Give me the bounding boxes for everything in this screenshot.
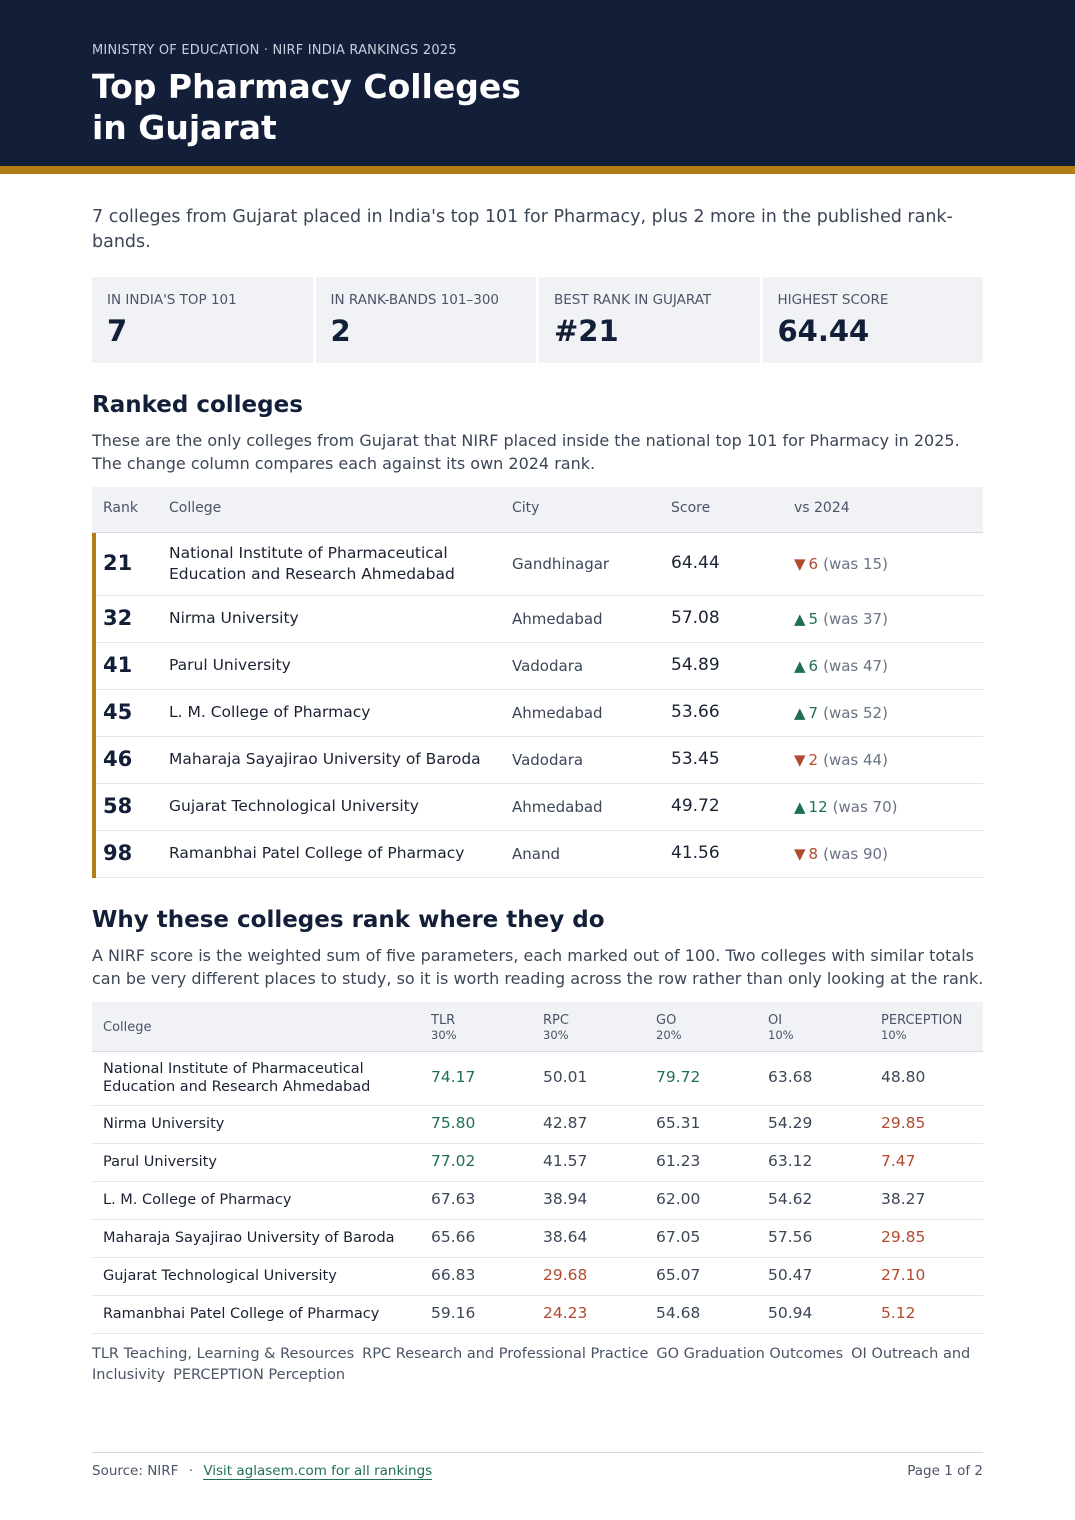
ranked-table-body <box>92 533 983 878</box>
param-name: PERCEPTION <box>881 1013 963 1028</box>
col-rank: Rank <box>103 500 138 516</box>
arrow-up-icon: ▲ <box>794 703 806 722</box>
table-row <box>92 1258 983 1296</box>
stat-value: 2 <box>330 314 351 348</box>
city-name: Anand <box>512 844 560 863</box>
table-row <box>92 1182 983 1220</box>
param-score: 38.64 <box>543 1228 588 1246</box>
table-row <box>92 1106 983 1144</box>
arrow-down-icon: ▼ <box>794 750 806 769</box>
rank-value: 46 <box>103 746 133 771</box>
col-go <box>656 1013 682 1043</box>
param-score: 66.83 <box>431 1266 476 1284</box>
param-score: 29.68 <box>543 1266 588 1284</box>
intro-text: 7 colleges from Gujarat placed in India's top 101 for Pharmacy, plus 2 more in the published rank-bands. <box>92 207 953 252</box>
param-score: 54.68 <box>656 1304 701 1322</box>
city-name: Ahmedabad <box>512 797 603 816</box>
previous-rank: (was 37) <box>823 609 888 628</box>
college-name: L. M. College of Pharmacy <box>103 1192 292 1208</box>
param-score: 7.47 <box>881 1152 916 1170</box>
college-name: Parul University <box>169 656 291 674</box>
col-rpc <box>543 1013 569 1043</box>
stat-value: 64.44 <box>777 314 870 348</box>
stat-label: IN RANK-BANDS 101–300 <box>330 292 499 308</box>
param-score: 29.85 <box>881 1114 926 1132</box>
param-score: 62.00 <box>656 1190 701 1208</box>
param-score: 50.94 <box>768 1304 813 1322</box>
page-number: Page 1 of 2 <box>907 1463 983 1479</box>
stat-rank-bands <box>316 277 537 363</box>
stat-highest-score <box>763 277 984 363</box>
college-name: National Institute of Pharmaceutical Education and Research Ahmedabad <box>169 543 455 583</box>
header-kicker: MINISTRY OF EDUCATION · NIRF INDIA RANKINGS 2025 <box>92 43 457 58</box>
rank-change <box>794 704 888 722</box>
college-name: Ramanbhai Patel College of Pharmacy <box>169 844 465 862</box>
legend-item: OI Outreach and Inclusivity <box>92 1346 971 1383</box>
legend-item: RPC Research and Professional Practice <box>362 1346 649 1362</box>
param-score: 42.87 <box>543 1114 588 1132</box>
aglasem-link[interactable]: Visit aglasem.com for all rankings <box>203 1463 433 1479</box>
param-name: TLR <box>431 1013 456 1028</box>
param-weight: 30% <box>431 1028 457 1042</box>
stat-value: 7 <box>107 314 128 348</box>
score-value: 49.72 <box>671 795 720 816</box>
college-name: Gujarat Technological University <box>169 797 419 815</box>
param-weight: 30% <box>543 1028 569 1042</box>
param-score: 77.02 <box>431 1152 476 1170</box>
score-value: 64.44 <box>671 552 720 573</box>
previous-rank: (was 90) <box>823 844 888 863</box>
ranked-table-header <box>92 487 983 533</box>
city-name: Ahmedabad <box>512 609 603 628</box>
college-name: L. M. College of Pharmacy <box>169 703 371 721</box>
score-value: 54.89 <box>671 654 720 675</box>
table-row <box>96 643 983 690</box>
change-delta: 2 <box>808 750 819 769</box>
rank-change <box>794 610 888 628</box>
param-name: RPC <box>543 1013 569 1028</box>
title-line-1: Top Pharmacy Colleges <box>92 67 521 106</box>
param-score: 54.62 <box>768 1190 813 1208</box>
arrow-down-icon: ▼ <box>794 554 806 573</box>
change-delta: 6 <box>808 554 819 573</box>
param-name: OI <box>768 1013 783 1028</box>
rank-change <box>794 657 888 675</box>
stat-label: IN INDIA'S TOP 101 <box>107 292 237 308</box>
rank-change <box>794 798 897 816</box>
param-score: 63.68 <box>768 1068 813 1086</box>
change-delta: 7 <box>808 703 819 722</box>
ranked-table <box>92 487 983 878</box>
stat-value: #21 <box>554 314 619 348</box>
param-weight: 10% <box>768 1028 794 1042</box>
params-table-body <box>92 1052 983 1334</box>
city-name: Vadodara <box>512 750 584 769</box>
param-name: GO <box>656 1013 677 1028</box>
table-row <box>92 1296 983 1334</box>
param-score: 75.80 <box>431 1114 476 1132</box>
city-name: Vadodara <box>512 656 584 675</box>
page-header <box>0 0 1075 166</box>
table-row <box>96 690 983 737</box>
param-score: 57.56 <box>768 1228 813 1246</box>
college-name: Ramanbhai Patel College of Pharmacy <box>103 1306 380 1322</box>
param-score: 50.47 <box>768 1266 813 1284</box>
table-row <box>92 1220 983 1258</box>
param-score: 65.07 <box>656 1266 701 1284</box>
title-line-2: in Gujarat <box>92 108 277 147</box>
college-name: Parul University <box>103 1154 217 1170</box>
header-accent-bar <box>0 166 1075 174</box>
legend-item: TLR Teaching, Learning & Resources <box>92 1346 355 1362</box>
param-score: 74.17 <box>431 1068 476 1086</box>
param-score: 29.85 <box>881 1228 926 1246</box>
stat-label: BEST RANK IN GUJARAT <box>554 292 712 308</box>
score-value: 53.45 <box>671 748 720 769</box>
table-row <box>96 596 983 643</box>
params-legend <box>92 1344 984 1386</box>
rank-value: 21 <box>103 550 133 575</box>
score-value: 41.56 <box>671 842 720 863</box>
previous-rank: (was 52) <box>823 703 888 722</box>
col-city: City <box>512 500 540 516</box>
param-score: 59.16 <box>431 1304 476 1322</box>
score-value: 53.66 <box>671 701 720 722</box>
param-weight: 20% <box>656 1028 682 1042</box>
col-oi <box>768 1013 794 1043</box>
param-score: 38.94 <box>543 1190 588 1208</box>
param-score: 63.12 <box>768 1152 813 1170</box>
params-table-header <box>92 1002 983 1052</box>
table-row <box>92 1144 983 1182</box>
previous-rank: (was 15) <box>823 554 888 573</box>
param-score: 27.10 <box>881 1266 926 1284</box>
param-score: 48.80 <box>881 1068 926 1086</box>
legend-item: GO Graduation Outcomes <box>656 1346 844 1362</box>
col-score: Score <box>671 500 711 516</box>
college-name: Nirma University <box>169 609 299 627</box>
footer-divider <box>92 1452 983 1453</box>
ranked-description: These are the only colleges from Gujarat that NIRF placed inside the national top 101 for Pharmacy in 2025. The change column compares each against its own 2024 rank. <box>92 431 960 473</box>
rank-value: 45 <box>103 699 133 724</box>
college-name: National Institute of Pharmaceutical Education and Research Ahmedabad <box>103 1061 371 1095</box>
params-description: A NIRF score is the weighted sum of five parameters, each marked out of 100. Two colleges with similar totals can be very different places to study, so it is worth reading across the row rather than only looking at the rank. <box>92 946 984 988</box>
params-heading: Why these colleges rank where they do <box>92 907 605 933</box>
college-name: Nirma University <box>103 1116 225 1132</box>
col-college: College <box>169 500 222 516</box>
param-score: 54.29 <box>768 1114 813 1132</box>
previous-rank: (was 70) <box>832 797 898 816</box>
param-score: 67.63 <box>431 1190 476 1208</box>
rank-change <box>794 751 888 769</box>
table-row <box>96 831 983 878</box>
change-delta: 5 <box>808 609 819 628</box>
change-delta: 8 <box>808 844 819 863</box>
arrow-down-icon: ▼ <box>794 844 806 863</box>
col-vs-2024: vs 2024 <box>794 500 850 516</box>
stat-label: HIGHEST SCORE <box>777 292 889 308</box>
param-score: 61.23 <box>656 1152 701 1170</box>
footer-source <box>92 1463 432 1479</box>
param-weight: 10% <box>881 1028 907 1042</box>
source-separator: · <box>188 1463 194 1479</box>
param-score: 79.72 <box>656 1068 701 1086</box>
college-name: Gujarat Technological University <box>103 1268 337 1284</box>
rank-change <box>794 845 888 863</box>
arrow-up-icon: ▲ <box>794 797 806 816</box>
previous-rank: (was 44) <box>823 750 888 769</box>
source-text: Source: NIRF <box>92 1463 179 1479</box>
college-name: Maharaja Sayajirao University of Baroda <box>169 750 481 768</box>
city-name: Gandhinagar <box>512 554 610 573</box>
stat-top-101 <box>92 277 313 363</box>
rank-change <box>794 555 888 573</box>
arrow-up-icon: ▲ <box>794 609 806 628</box>
table-row <box>96 784 983 831</box>
col-tlr <box>431 1013 457 1043</box>
param-score: 65.31 <box>656 1114 701 1132</box>
legend-item: PERCEPTION Perception <box>173 1367 346 1383</box>
rank-value: 58 <box>103 793 133 818</box>
param-score: 41.57 <box>543 1152 588 1170</box>
params-table <box>92 1002 983 1334</box>
col-college: College <box>103 1020 152 1035</box>
table-row <box>96 737 983 784</box>
change-delta: 12 <box>808 797 828 816</box>
param-score: 67.05 <box>656 1228 701 1246</box>
score-value: 57.08 <box>671 607 720 628</box>
col-perception <box>881 1013 962 1043</box>
param-score: 65.66 <box>431 1228 476 1246</box>
ranked-heading: Ranked colleges <box>92 392 303 418</box>
param-score: 50.01 <box>543 1068 588 1086</box>
arrow-up-icon: ▲ <box>794 656 806 675</box>
previous-rank: (was 47) <box>823 656 888 675</box>
table-row <box>92 1052 983 1106</box>
rank-value: 41 <box>103 652 133 677</box>
param-score: 24.23 <box>543 1304 588 1322</box>
param-score: 38.27 <box>881 1190 926 1208</box>
table-row <box>96 533 983 596</box>
city-name: Ahmedabad <box>512 703 603 722</box>
param-score: 5.12 <box>881 1304 916 1322</box>
page-title <box>92 66 692 148</box>
rank-value: 32 <box>103 605 133 630</box>
college-name: Maharaja Sayajirao University of Baroda <box>103 1230 395 1246</box>
change-delta: 6 <box>808 656 819 675</box>
stat-best-rank <box>539 277 760 363</box>
stats-row <box>92 277 983 363</box>
rank-value: 98 <box>103 840 133 865</box>
